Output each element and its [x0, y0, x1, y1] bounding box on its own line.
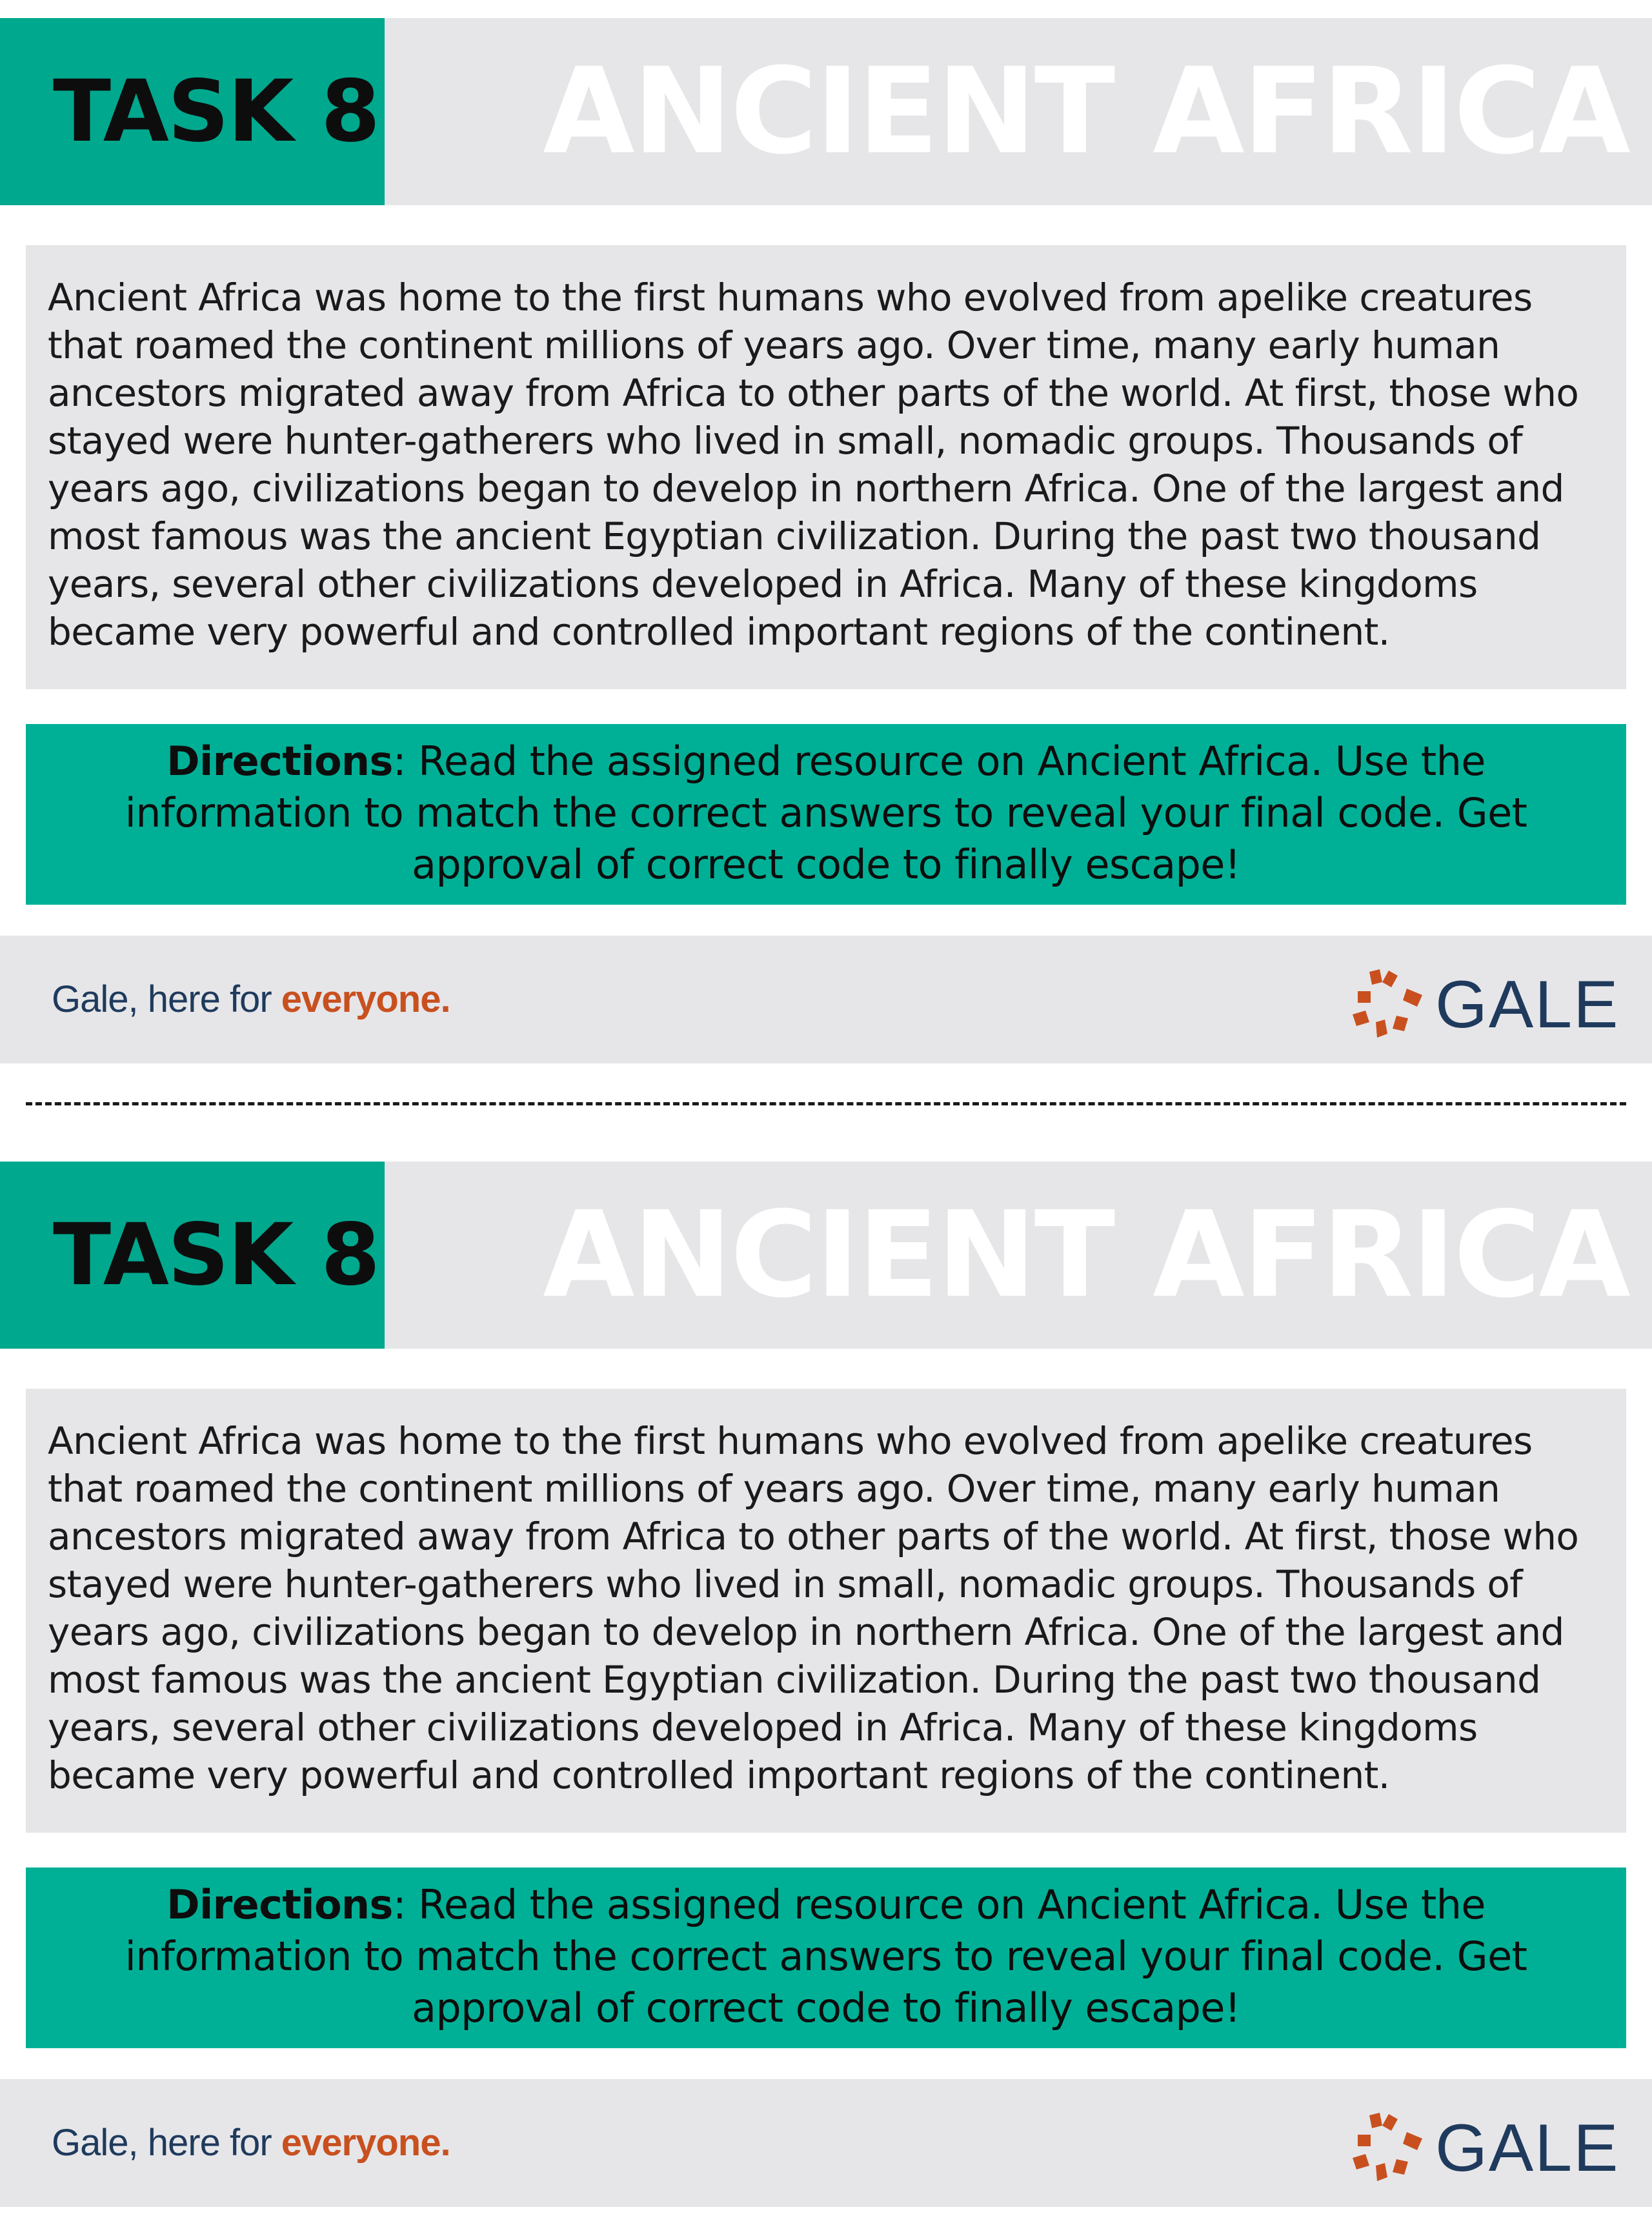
intro-panel	[26, 1389, 1626, 1833]
task-card	[0, 1162, 1652, 2225]
intro-text: Ancient Africa was home to the first humans who evolved from apelike creatures that roamed the continent millions of years ago. Over time, many early human ancestors migrated away from Africa to other parts of the world. At first, those who stayed were hunter-gatherers who lived in small, nomadic groups. Thousands of years ago, civilizations began to develop in northern Africa. One of the largest and most famous was the ancient Egyptian civilization. During the past two thousand years, several other civilizations developed in Africa. Many of these kingdoms became very powerful and controlled important regions of the continent.	[48, 1419, 1579, 1797]
task-title: ANCIENT AFRICA	[543, 43, 1629, 181]
gale-logo	[1350, 2111, 1620, 2186]
task-label-box	[0, 1162, 385, 1349]
directions-label: Directions	[166, 1881, 393, 1928]
gale-burst-icon	[1350, 969, 1427, 1040]
directions-body: : Read the assigned resource on Ancient Africa. Use the information to match the correct answers to reveal your final code. Get approval of correct code to finally escape!	[125, 738, 1527, 888]
footer-bar	[0, 936, 1652, 1063]
task-title: ANCIENT AFRICA	[543, 1186, 1629, 1324]
directions-panel	[26, 724, 1626, 905]
directions-text	[65, 1879, 1587, 2034]
task-card	[0, 18, 1652, 1082]
footer-bar	[0, 2079, 1652, 2207]
task-label: TASK 8	[53, 62, 379, 161]
intro-panel	[26, 245, 1626, 689]
intro-text: Ancient Africa was home to the first humans who evolved from apelike creatures that roamed the continent millions of years ago. Over time, many early human ancestors migrated away from Africa to other parts of the world. At first, those who stayed were hunter-gatherers who lived in small, nomadic groups. Thousands of years ago, civilizations began to develop in northern Africa. One of the largest and most famous was the ancient Egyptian civilization. During the past two thousand years, several other civilizations developed in Africa. Many of these kingdoms became very powerful and controlled important regions of the continent.	[48, 276, 1579, 654]
gale-burst-icon	[1350, 2113, 1427, 2184]
tagline-accent: everyone.	[281, 978, 450, 1020]
tagline-accent: everyone.	[281, 2122, 450, 2164]
tagline-prefix: Gale, here for	[52, 2122, 281, 2164]
gale-logo-text: GALE	[1435, 967, 1620, 1042]
directions-panel	[26, 1868, 1626, 2048]
tagline	[52, 2079, 450, 2207]
directions-label: Directions	[166, 738, 393, 785]
cut-line-divider	[26, 1102, 1626, 1105]
directions-text	[65, 736, 1587, 891]
gale-logo	[1350, 967, 1620, 1042]
directions-body: : Read the assigned resource on Ancient Africa. Use the information to match the correct answers to reveal your final code. Get approval of correct code to finally escape!	[125, 1881, 1527, 2031]
task-header	[0, 1162, 1652, 1349]
tagline-prefix: Gale, here for	[52, 978, 281, 1020]
tagline	[52, 936, 450, 1063]
task-header	[0, 18, 1652, 205]
task-label: TASK 8	[53, 1205, 379, 1305]
task-label-box	[0, 18, 385, 205]
gale-logo-text: GALE	[1435, 2111, 1620, 2186]
